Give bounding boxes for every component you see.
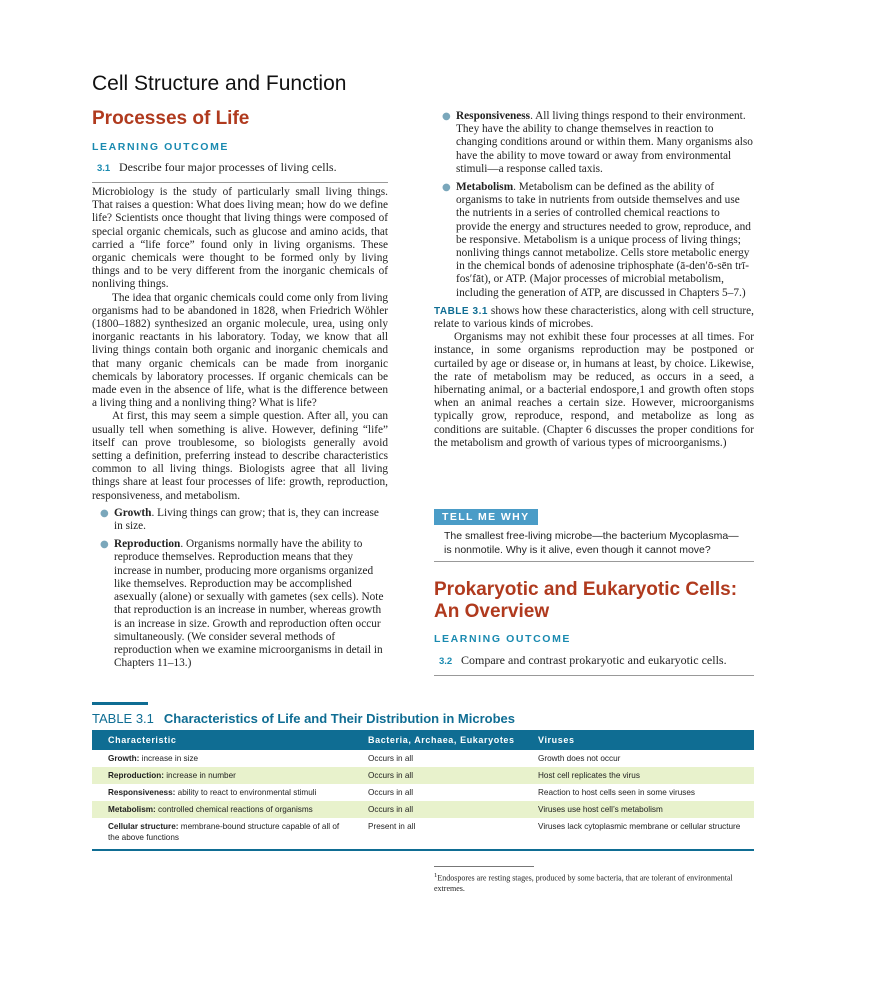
- row-term: Cellular structure:: [108, 822, 179, 831]
- row-term: Responsiveness:: [108, 788, 176, 797]
- list-term: Growth: [114, 506, 152, 519]
- table-header-row: [92, 730, 754, 750]
- paragraph: Microbiology is the study of particularly small living things. That raises a question: What does living mean; how do we define life? Scientists once thought that living things were composed of special organic chemicals, such as glucose and amino acids, that carried a “life force” found only in living organisms. These organic chemicals were thought to be formed only by living things and to be very different from the inorganic chemicals of nonliving things.: [92, 186, 388, 291]
- column-header: Characteristic: [92, 730, 352, 750]
- chapter-title: Cell Structure and Function: [92, 72, 347, 95]
- tell-me-why-box: [434, 507, 754, 562]
- table-row: [92, 750, 754, 767]
- list-item: [92, 507, 388, 533]
- table-row: [92, 767, 754, 784]
- paragraph: [434, 305, 754, 331]
- list-term: Reproduction: [114, 538, 181, 551]
- table-cell: Viruses lack cytoplasmic membrane or cellular structure: [522, 818, 754, 850]
- section-title: Processes of Life: [92, 108, 250, 129]
- row-desc: controlled chemical reactions of organisms: [155, 805, 313, 814]
- list-text: . All living things respond to their environment. They have the ability to change themselves in reaction to changing conditions around or within them. Many organisms also have the ability to move toward or away from environmental stimuli—a response called taxis.: [456, 110, 753, 175]
- process-list: [92, 507, 388, 670]
- learning-outcome-row: [434, 653, 754, 676]
- list-item: [92, 538, 388, 670]
- footnote: [434, 871, 754, 894]
- list-term: Metabolism: [456, 181, 514, 194]
- left-column: [92, 186, 388, 675]
- table-cell: [92, 801, 352, 818]
- table-cell: Present in all: [352, 818, 522, 850]
- column-header: Bacteria, Archaea, Eukaryotes: [352, 730, 522, 750]
- table-row: [92, 818, 754, 850]
- tell-me-why-text: The smallest free-living microbe—the bacterium Mycoplasma—is nonmotile. Why is it alive, even though it cannot move?: [434, 525, 754, 562]
- table-cell: [92, 784, 352, 801]
- row-desc: ability to react to environmental stimuli: [175, 788, 317, 797]
- bullet-icon: ●: [100, 507, 109, 519]
- paragraph: Organisms may not exhibit these four processes at all times. For instance, in some organisms reproduction may be postponed or curtailed by age or disease or, in humans at least, by choice. Likewise, the rate of metabolism may be reduced, as occurs in a seed, a hibernating animal, or a bacterial endospore,1 and growth often stops when an animal reaches a certain size. However, microorganisms typically grow, reproduce, respond, and metabolize as long as conditions are suitable. (Chapter 6 discusses the proper conditions for the metabolism and growth of various types of microorganisms.): [434, 331, 754, 449]
- tell-me-why-label: TELL ME WHY: [434, 509, 538, 525]
- table-cell: Reaction to host cells seen in some viruses: [538, 788, 696, 797]
- table-number: TABLE 3.1: [92, 711, 154, 726]
- table-title: [92, 711, 754, 726]
- paragraph: At first, this may seem a simple question. After all, you can usually tell when something is alive. However, defining “life” itself can prove troublesome, so biologists generally avoid setting a definition, preferring instead to describe characteristics common to all living things. Biologists agree that all living things share at least four processes of life: growth, reproduction, responsiveness, and metabolism.: [92, 410, 388, 502]
- row-term: Reproduction:: [108, 771, 164, 780]
- list-term: Responsiveness: [456, 110, 531, 122]
- row-desc: membrane-bound structure capable of all of the above functions: [108, 822, 340, 842]
- process-list: [434, 110, 754, 300]
- column-header: Viruses: [522, 730, 754, 750]
- table-caption: Characteristics of Life and Their Distribution in Microbes: [163, 711, 515, 726]
- table-cell: Host cell replicates the virus: [522, 767, 754, 784]
- table-cell: Occurs in all: [368, 788, 414, 797]
- learning-outcome-row: [92, 160, 388, 183]
- table-cell: [92, 818, 352, 850]
- table-reference-link[interactable]: TABLE 3.1: [434, 305, 488, 317]
- list-text: . Metabolism can be defined as the ability of organisms to take in nutrients from outside themselves and use the nutrients in a series of controlled chemical reactions to provide the energy and structures needed to grow, reproduce, and be responsive. Metabolism is a unique process of living things; nonliving things cannot metabolize. Cells store metabolic energy in the chemical bonds of adenosine triphosphate (ā-den′ō-sēn trī-fos′fāt), or ATP. (Major processes of microbial metabolism, including the generation of ATP, are discussed in Chapters 5–7.): [456, 181, 751, 299]
- table-cell: Occurs in all: [352, 801, 522, 818]
- learning-outcome-text: Compare and contrast prokaryotic and eukaryotic cells.: [461, 653, 727, 667]
- row-desc: increase in number: [163, 771, 236, 780]
- list-text: . Living things can grow; that is, they can increase in size.: [114, 506, 379, 533]
- list-item: [434, 110, 754, 176]
- row-term: Metabolism:: [108, 805, 156, 814]
- footnote-divider: [434, 866, 534, 867]
- bullet-icon: ●: [100, 539, 109, 551]
- row-desc: increase in size: [139, 754, 199, 763]
- table-cell: Viruses use host cell’s metabolism: [522, 801, 754, 818]
- learning-outcome-text: Describe four major processes of living cells.: [119, 160, 337, 174]
- learning-outcome-heading: LEARNING OUTCOME: [434, 633, 572, 645]
- paragraph: The idea that organic chemicals could come only from living organisms had to be abandoned in 1828, when Friedrich Wöhler (1800–1882) synthesized an organic molecule, urea, using only inorganic reactants in his laboratory. Today, we know that all living things contain both organic and inorganic chemicals and that many organic chemicals can be made from inorganic chemicals by laboratory processes. If organic chemicals can be made even in the absence of life, what is the difference between a living thing and a nonliving thing? What is life?: [92, 291, 388, 410]
- table-cell: Growth does not occur: [538, 754, 621, 763]
- table-cell: Occurs in all: [352, 767, 522, 784]
- table-row: [92, 801, 754, 818]
- table-cell: [92, 767, 352, 784]
- footnote-mark: 1: [434, 872, 438, 879]
- footnote-text: Endospores are resting stages, produced by some bacteria, that are tolerant of environmental extremes.: [434, 873, 733, 893]
- characteristics-table: [92, 730, 754, 851]
- list-item: [434, 181, 754, 300]
- learning-outcome-number: 3.2: [439, 656, 453, 667]
- right-column: [434, 110, 754, 450]
- bullet-icon: ●: [442, 111, 451, 122]
- row-term: Growth:: [108, 754, 140, 763]
- table-cell: [92, 750, 352, 767]
- learning-outcome-number: 3.1: [97, 163, 111, 174]
- bullet-icon: ●: [442, 182, 451, 194]
- table-cell: Occurs in all: [368, 754, 414, 763]
- section-title: Prokaryotic and Eukaryotic Cells: An Overview: [434, 579, 738, 622]
- learning-outcome-heading: LEARNING OUTCOME: [92, 141, 230, 153]
- list-text: . Organisms normally have the ability to reproduce themselves. Reproduction means that they increase in number, producing more organisms organized like themselves. Reproduction may be accomplished asexually (alone) or sexually with gametes (sex cells). Note that reproduction is an increase in number, whereas growth is an increase in size. Growth and reproduction often occur simultaneously. (We consider several methods of reproduction when we examine microorganisms in detail in Chapters 11–13.): [114, 538, 384, 670]
- table-top-rule: [92, 702, 148, 705]
- table-row: [92, 784, 754, 801]
- paragraph-text: shows how these characteristics, along with cell structure, relate to various kinds of microbes.: [434, 304, 754, 331]
- table-3-1: [92, 702, 754, 851]
